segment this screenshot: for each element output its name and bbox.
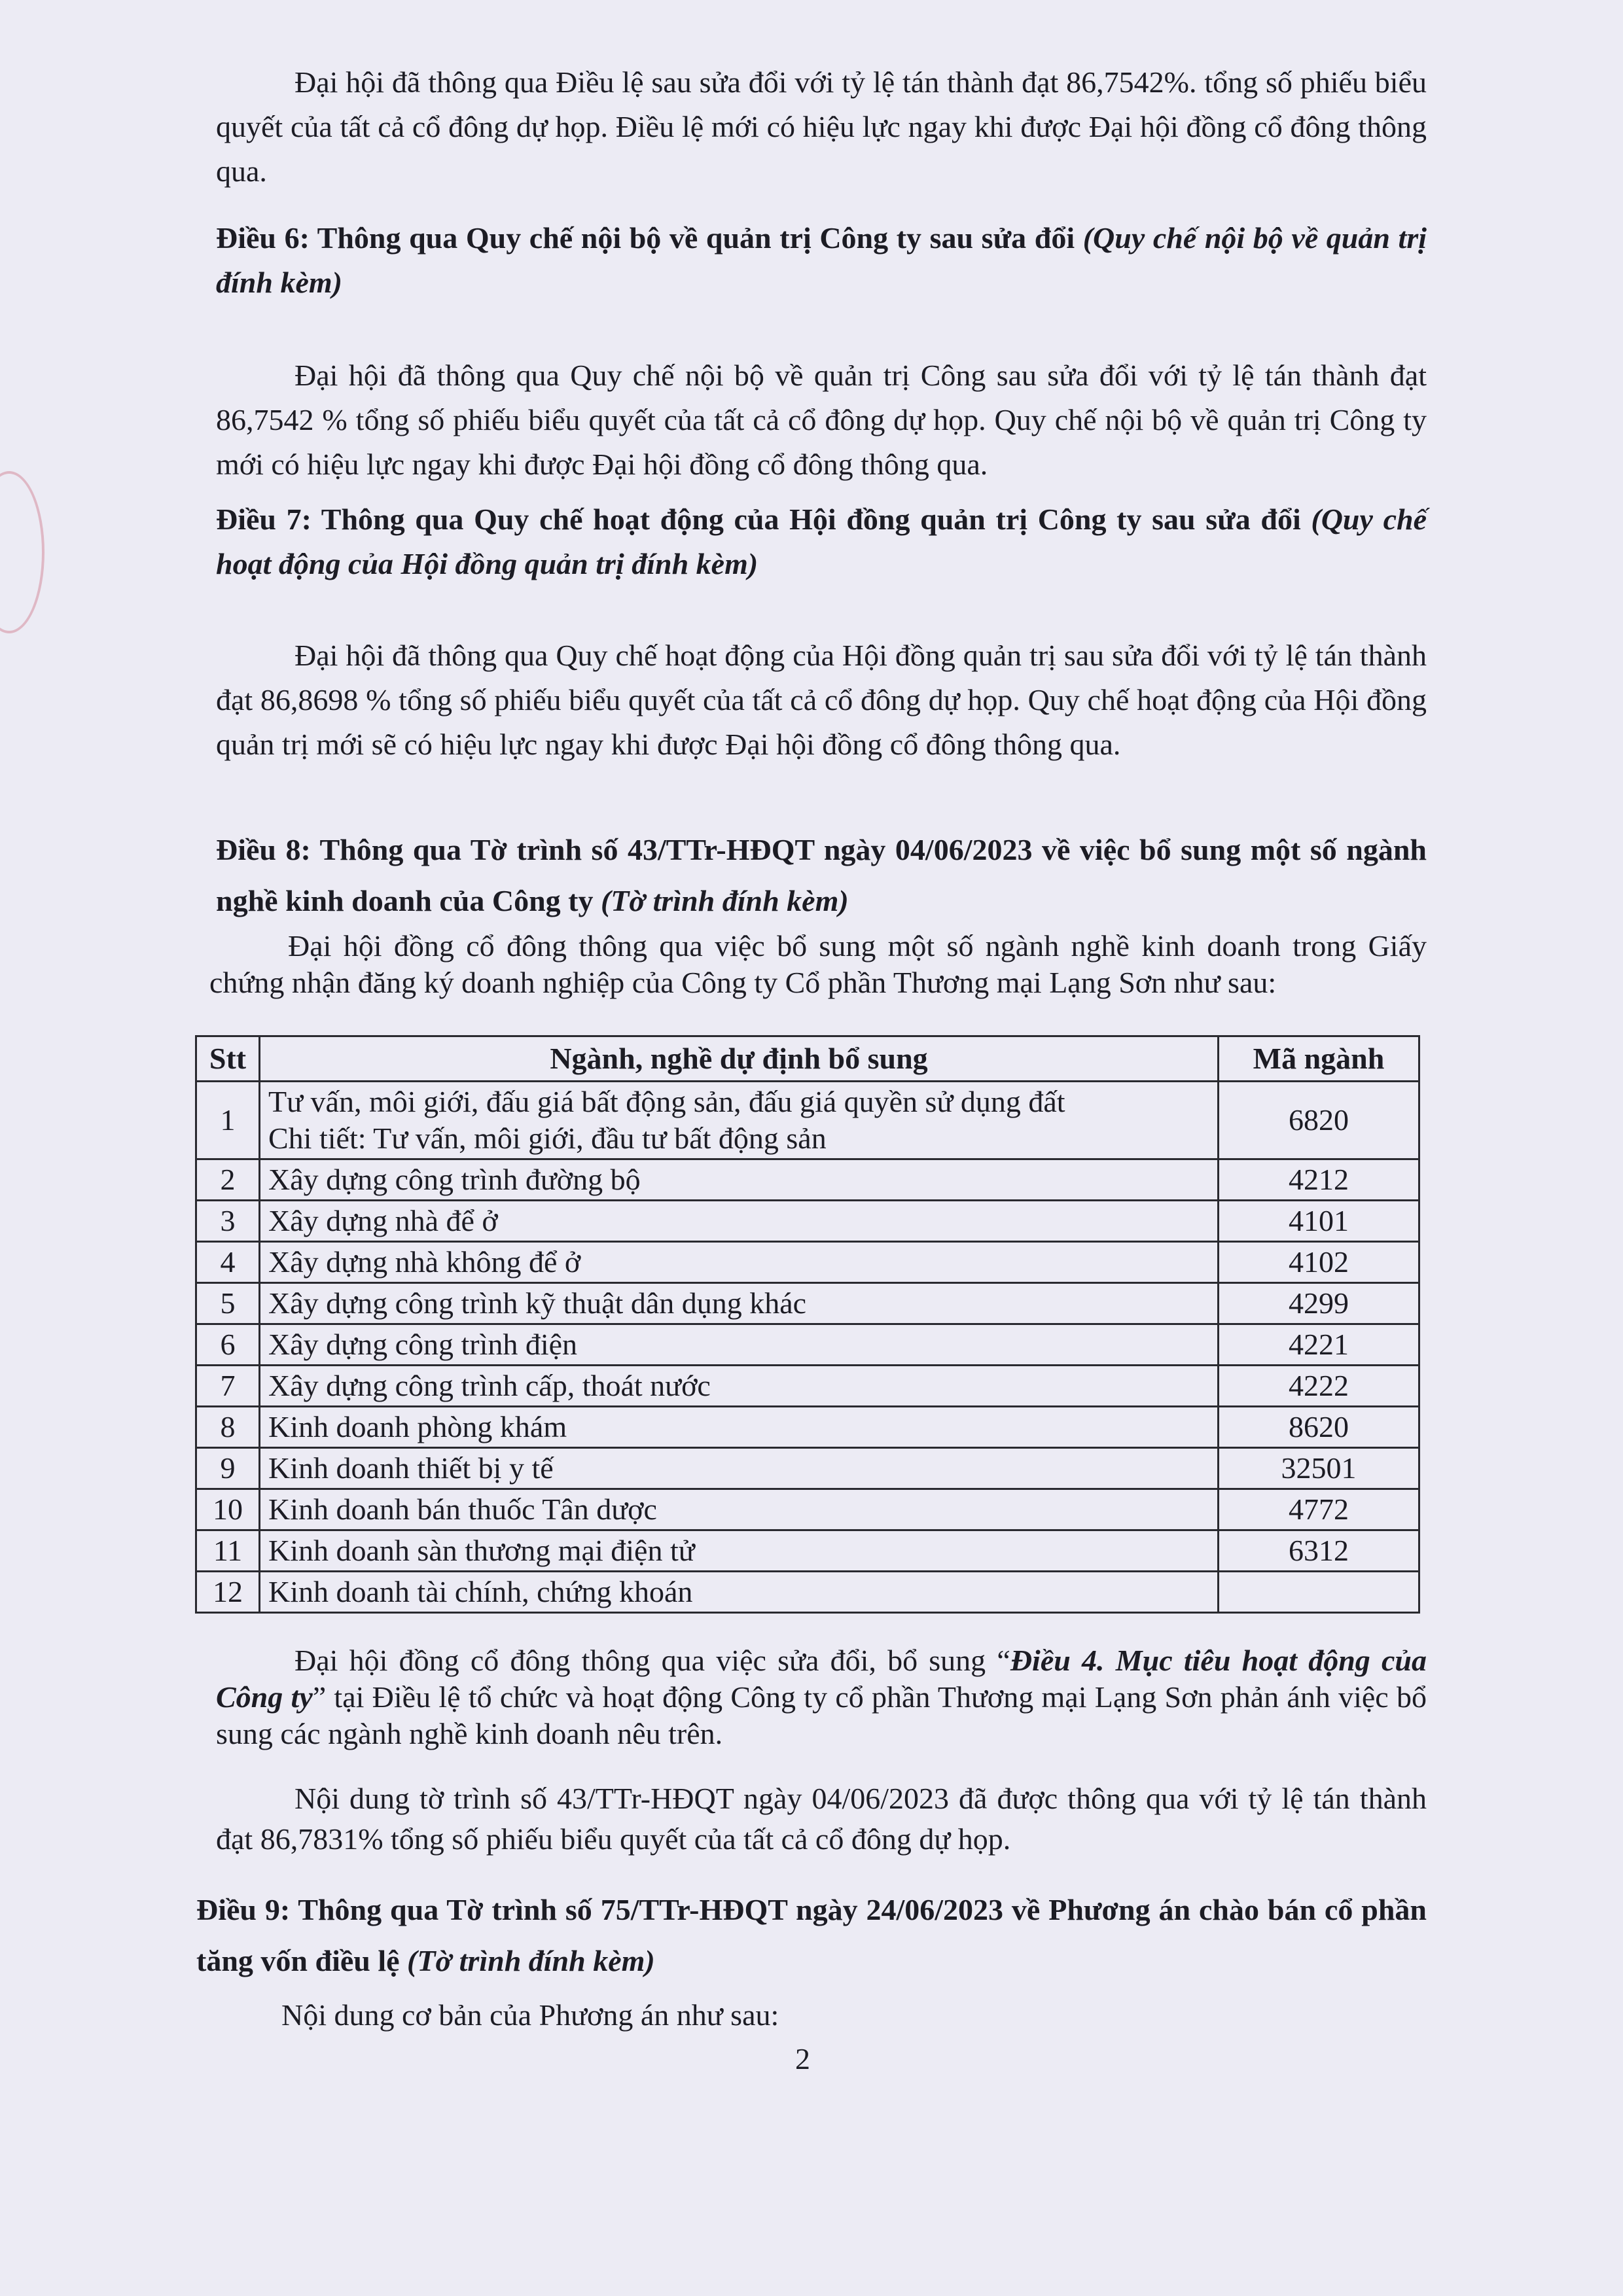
cell-business-line: Kinh doanh tài chính, chứng khoán bbox=[260, 1572, 1219, 1613]
article-7-title: Điều 7: Thông qua Quy chế hoạt động của Hội đồng quản trị Công ty sau sửa đổi bbox=[216, 503, 1311, 536]
header-stt: Stt bbox=[196, 1036, 260, 1082]
article-6-heading bbox=[216, 216, 1427, 305]
header-business-line: Ngành, nghề dự định bổ sung bbox=[260, 1036, 1219, 1082]
amendment-text-start: Đại hội đồng cổ đông thông qua việc sửa đổi, bổ sung “ bbox=[294, 1644, 1010, 1677]
paragraph-charter-approval: Đại hội đã thông qua Điều lệ sau sửa đổi với tỷ lệ tán thành đạt 86,7542%. tổng số phiếu biểu quyết của tất cả cổ đông dự họp. Điều lệ mới có hiệu lực ngay khi được Đại hội đồng cổ đông thông qua. bbox=[216, 65, 1427, 188]
cell-business-line: Xây dựng nhà không để ở bbox=[260, 1242, 1219, 1283]
article-7-attachment-note: (Quy chế hoạt động của Hội đồng quản trị đính kèm) bbox=[216, 503, 1427, 580]
cell-code bbox=[1219, 1572, 1419, 1613]
cell-business-line: Xây dựng công trình cấp, thoát nước bbox=[260, 1366, 1219, 1407]
paragraph-article-9-intro: Nội dung cơ bản của Phương án như sau: bbox=[281, 1998, 779, 2032]
article-9-heading bbox=[196, 1884, 1427, 1987]
cell-code: 32501 bbox=[1219, 1448, 1419, 1489]
table-row bbox=[196, 1283, 1419, 1324]
cell-stt: 2 bbox=[196, 1159, 260, 1201]
cell-business-line: Kinh doanh phòng khám bbox=[260, 1407, 1219, 1448]
article-6-attachment-note: (Quy chế nội bộ về quản trị đính kèm) bbox=[216, 221, 1427, 299]
cell-business-line bbox=[260, 1082, 1219, 1159]
paragraph-article-6: Đại hội đã thông qua Quy chế nội bộ về quản trị Công sau sửa đổi với tỷ lệ tán thành đạt 86,7542 % tổng số phiếu biểu quyết của tất cả cổ đông dự họp. Quy chế nội bộ về quản trị Công ty mới có hiệu lực ngay khi được Đại hội đồng cổ đông thông qua. bbox=[216, 359, 1427, 481]
cell-stt: 4 bbox=[196, 1242, 260, 1283]
table-row bbox=[196, 1572, 1419, 1613]
paragraph-article-8-amendment bbox=[216, 1642, 1427, 1752]
table-row bbox=[196, 1324, 1419, 1366]
seal-fragment bbox=[0, 471, 45, 633]
cell-stt: 5 bbox=[196, 1283, 260, 1324]
table-row bbox=[196, 1530, 1419, 1572]
amendment-article-reference: Điều 4. Mục tiêu hoạt động của Công ty bbox=[216, 1644, 1427, 1714]
table-row bbox=[196, 1448, 1419, 1489]
cell-stt: 11 bbox=[196, 1530, 260, 1572]
table-row bbox=[196, 1159, 1419, 1201]
table-row bbox=[196, 1242, 1419, 1283]
paragraph-article-8-intro: Đại hội đồng cổ đông thông qua việc bổ sung một số ngành nghề kinh doanh trong Giấy chứng nhận đăng ký doanh nghiệp của Công ty Cổ phần Thương mại Lạng Sơn như sau: bbox=[209, 929, 1427, 999]
cell-stt: 10 bbox=[196, 1489, 260, 1530]
table-row bbox=[196, 1366, 1419, 1407]
cell-stt: 6 bbox=[196, 1324, 260, 1366]
header-code: Mã ngành bbox=[1219, 1036, 1419, 1082]
table-header-row bbox=[196, 1036, 1419, 1082]
cell-code: 4101 bbox=[1219, 1201, 1419, 1242]
cell-business-line: Xây dựng công trình điện bbox=[260, 1324, 1219, 1366]
cell-code: 4102 bbox=[1219, 1242, 1419, 1283]
cell-business-line: Xây dựng công trình kỹ thuật dân dụng khác bbox=[260, 1283, 1219, 1324]
cell-business-line: Kinh doanh thiết bị y tế bbox=[260, 1448, 1219, 1489]
article-8-attachment-note: (Tờ trình đính kèm) bbox=[600, 884, 849, 917]
table-row bbox=[196, 1407, 1419, 1448]
amendment-text-end: ” tại Điều lệ tổ chức và hoạt động Công ty cổ phần Thương mại Lạng Sơn phản ánh việc bổ sung các ngành nghề kinh doanh nêu trên. bbox=[216, 1680, 1427, 1750]
cell-code: 4222 bbox=[1219, 1366, 1419, 1407]
cell-business-line: Xây dựng nhà để ở bbox=[260, 1201, 1219, 1242]
page-number: 2 bbox=[795, 2042, 810, 2075]
article-6-title: Điều 6: Thông qua Quy chế nội bộ về quản trị Công ty sau sửa đổi bbox=[216, 221, 1083, 255]
cell-stt: 7 bbox=[196, 1366, 260, 1407]
article-9-title: Điều 9: Thông qua Tờ trình số 75/TTr-HĐQT ngày 24/06/2023 về Phương án chào bán cổ phần tăng vốn điều lệ bbox=[196, 1893, 1427, 1977]
article-9-attachment-note: (Tờ trình đính kèm) bbox=[407, 1944, 655, 1977]
cell-code: 4212 bbox=[1219, 1159, 1419, 1201]
article-8-title: Điều 8: Thông qua Tờ trình số 43/TTr-HĐQT ngày 04/06/2023 về việc bổ sung một số ngành nghề kinh doanh của Công ty bbox=[216, 833, 1427, 917]
cell-code: 4299 bbox=[1219, 1283, 1419, 1324]
cell-stt: 3 bbox=[196, 1201, 260, 1242]
table-row bbox=[196, 1201, 1419, 1242]
article-8-heading bbox=[216, 824, 1427, 927]
paragraph-article-8-result: Nội dung tờ trình số 43/TTr-HĐQT ngày 04/06/2023 đã được thông qua với tỷ lệ tán thành đạt 86,7831% tổng số phiếu biểu quyết của tất cả cổ đông dự họp. bbox=[216, 1782, 1427, 1856]
cell-stt: 9 bbox=[196, 1448, 260, 1489]
table-row bbox=[196, 1082, 1419, 1159]
paragraph-article-7: Đại hội đã thông qua Quy chế hoạt động của Hội đồng quản trị sau sửa đổi với tỷ lệ tán thành đạt 86,8698 % tổng số phiếu biểu quyết của tất cả cổ đông dự họp. Quy chế hoạt động của Hội đồng quản trị mới sẽ có hiệu lực ngay khi được Đại hội đồng cổ đông thông qua. bbox=[216, 639, 1427, 761]
cell-stt: 12 bbox=[196, 1572, 260, 1613]
cell-business-line: Kinh doanh bán thuốc Tân dược bbox=[260, 1489, 1219, 1530]
cell-stt: 8 bbox=[196, 1407, 260, 1448]
cell-business-line: Xây dựng công trình đường bộ bbox=[260, 1159, 1219, 1201]
cell-code: 6312 bbox=[1219, 1530, 1419, 1572]
business-line-title: Tư vấn, môi giới, đấu giá bất động sản, đấu giá quyền sử dụng đất bbox=[268, 1085, 1065, 1118]
cell-business-line: Kinh doanh sàn thương mại điện tử bbox=[260, 1530, 1219, 1572]
cell-code: 4772 bbox=[1219, 1489, 1419, 1530]
cell-code: 6820 bbox=[1219, 1082, 1419, 1159]
table-row bbox=[196, 1489, 1419, 1530]
cell-code: 4221 bbox=[1219, 1324, 1419, 1366]
business-line-detail: Chi tiết: Tư vấn, môi giới, đầu tư bất động sản bbox=[268, 1122, 827, 1155]
cell-code: 8620 bbox=[1219, 1407, 1419, 1448]
cell-stt: 1 bbox=[196, 1082, 260, 1159]
article-7-heading bbox=[216, 497, 1427, 586]
business-lines-table bbox=[195, 1035, 1420, 1614]
